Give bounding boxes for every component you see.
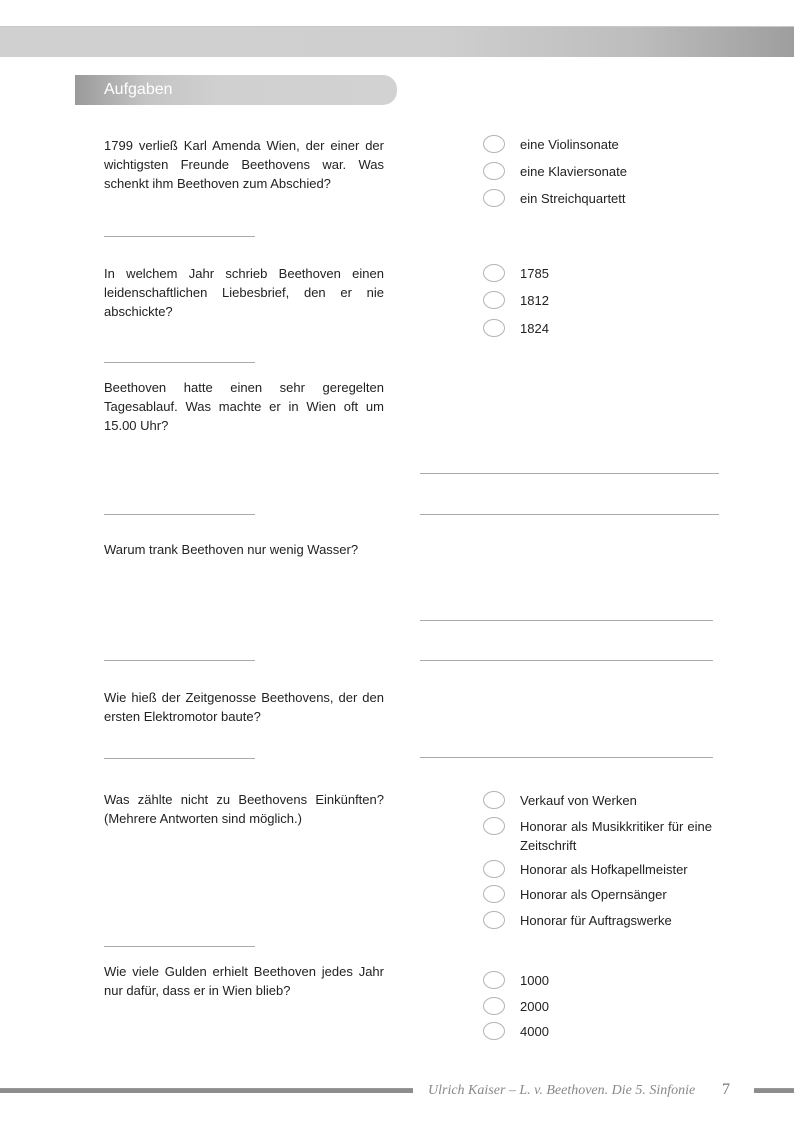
answer-line[interactable] [420,757,713,758]
option-6-3[interactable]: Honorar als Hofkapellmeister [483,860,712,879]
radio-button[interactable] [483,291,505,309]
radio-button[interactable] [483,162,505,180]
radio-button[interactable] [483,319,505,337]
radio-button[interactable] [483,189,505,207]
question-4: Warum trank Beethoven nur wenig Wasser? [104,542,359,557]
separator-line [104,514,255,515]
answer-line[interactable] [420,620,713,621]
option-2-3[interactable]: 1824 [483,319,712,338]
separator-line [104,758,255,759]
radio-button[interactable] [483,817,505,835]
option-1-1[interactable]: eine Violinsonate [483,135,712,154]
option-2-1[interactable]: 1785 [483,264,712,283]
radio-button[interactable] [483,135,505,153]
question-3: Beethoven hatte einen sehr geregelten Tagesablauf. Was machte er in Wien oft um 15.00 Uhr? [104,380,384,433]
option-1-2[interactable]: eine Klaviersonate [483,162,712,181]
section-title: Aufgaben [104,81,173,98]
question-5: Wie hieß der Zeitgenosse Beethovens, der den ersten Elektromotor baute? [104,690,384,724]
answer-line[interactable] [420,660,713,661]
option-7-1[interactable]: 1000 [483,971,712,990]
footer-rule-right [754,1088,794,1093]
question-1: 1799 verließ Karl Amenda Wien, der einer der wichtigsten Freunde Beethovens war. Was schenkt ihm Beethoven zum Abschied? [104,138,384,191]
separator-line [104,362,255,363]
option-1-3[interactable]: ein Streichquartett [483,189,712,208]
footer-citation: Ulrich Kaiser – L. v. Beethoven. Die 5. Sinfonie [428,1083,696,1098]
option-6-4[interactable]: Honorar als Opernsänger [483,885,712,904]
option-7-2[interactable]: 2000 [483,997,712,1016]
radio-button[interactable] [483,885,505,903]
question-6: Was zählte nicht zu Beethovens Einkünften? (Mehrere Antworten sind möglich.) [104,792,384,826]
header-bar [0,26,794,57]
option-6-2[interactable]: Honorar als Musikkritiker für eine Zeitschrift [483,817,712,855]
answer-line[interactable] [420,473,719,474]
radio-button[interactable] [483,860,505,878]
separator-line [104,660,255,661]
page-number: 7 [722,1081,730,1098]
separator-line [104,946,255,947]
radio-button[interactable] [483,911,505,929]
separator-line [104,236,255,237]
option-6-5[interactable]: Honorar für Auftragswerke [483,911,712,930]
option-2-2[interactable]: 1812 [483,291,712,310]
question-2: In welchem Jahr schrieb Beethoven einen leidenschaftlichen Liebesbrief, den er nie abschickte? [104,266,384,319]
radio-button[interactable] [483,1022,505,1040]
radio-button[interactable] [483,997,505,1015]
option-7-3[interactable]: 4000 [483,1022,712,1041]
radio-button[interactable] [483,971,505,989]
radio-button[interactable] [483,791,505,809]
radio-button[interactable] [483,264,505,282]
option-6-1[interactable]: Verkauf von Werken [483,791,712,810]
section-header [75,75,397,105]
answer-line[interactable] [420,514,719,515]
question-7: Wie viele Gulden erhielt Beethoven jedes Jahr nur dafür, dass er in Wien blieb? [104,964,384,998]
footer-rule-left [0,1088,413,1093]
